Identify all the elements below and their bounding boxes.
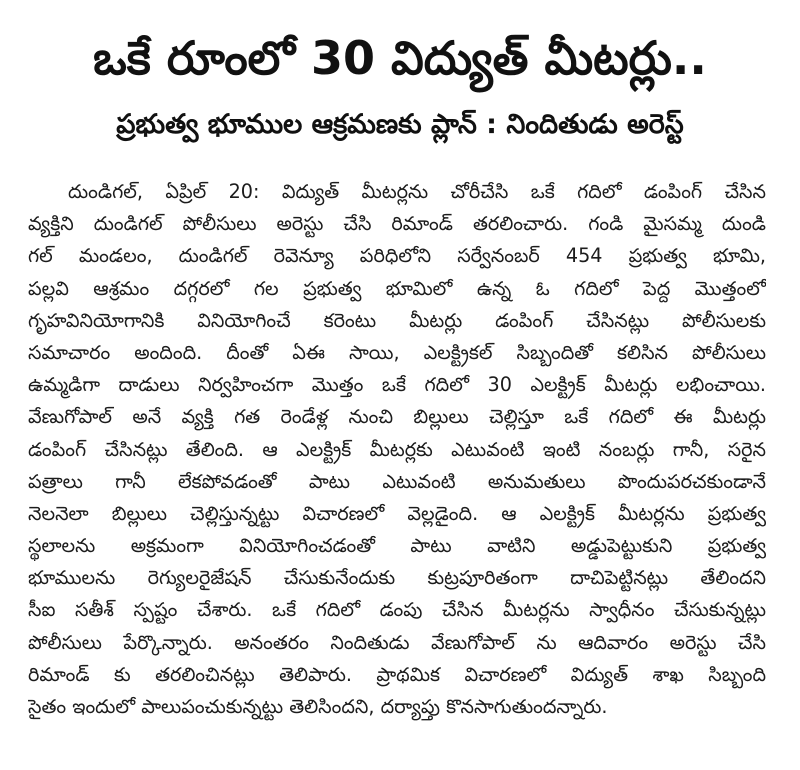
body-line: సైతం ఇందులో పాలుపంచుకున్నట్టు తెలిసిందని, దర్యాప్తు కొనసాగుతుందన్నారు. xyxy=(28,695,608,718)
body-line: వేణుగోపాల్ అనే వ్యక్తి గత రెండేళ్ల నుంచి బిల్లులు చెల్లిస్తూ ఒకే గదిలో ఈ మీటర్లు xyxy=(28,405,766,429)
body-line: ఉమ్మడిగా దాడులు నిర్వహించగా మొత్తం ఒకే గదిలో 30 ఎలక్ట్రిక్ మీటర్లు లభించాయి. xyxy=(28,373,766,397)
body-line: సీఐ సతీశ్ స్పష్టం చేశారు. ఒకే గదిలో డంపు చేసిన మీటర్లను స్వాధీనం చేసుకున్నట్లు xyxy=(28,598,766,622)
body-line: దుండిగల్, ఏప్రిల్ 20: విద్యుత్ మీటర్లను చోరీచేసి ఒకే గదిలో డంపింగ్ చేసిన xyxy=(68,180,766,203)
article-headline: ఒకే రూంలో 30 విద్యుత్ మీటర్లు.. xyxy=(93,31,707,85)
body-line: డంపింగ్ చేసినట్లు తేలింది. ఆ ఎలక్ట్రిక్ మీటర్లకు ఎటువంటి ఇంటి నంబర్లు గానీ, సరైన xyxy=(28,437,766,461)
article-subheadline: ప్రభుత్వ భూముల ఆక్రమణకు ప్లాన్ : నిందితుడు అరెస్ట్ xyxy=(116,109,684,140)
body-line: వ్యక్తిని దుండిగల్ పోలీసులు అరెస్టు చేసి రిమాండ్ తరలించారు. గండి మైసమ్మ దుండి xyxy=(28,212,766,236)
article-body xyxy=(28,176,766,723)
body-line: గృహవినియోగానికి వినియోగించే కరెంటు మీటర్లు డంపింగ్ చేసినట్లు పోలీసులకు xyxy=(28,308,766,332)
body-line: సమాచారం అందింది. దీంతో ఏఈ సాయి, ఎలక్ట్రికల్ సిబ్బందితో కలిసిన పోలీసులు xyxy=(28,340,766,364)
body-line: రిమాండ్ కు తరలించినట్లు తెలిపారు. ప్రాథమిక విచారణలో విద్యుత్ శాఖ సిబ్బంది xyxy=(28,662,766,686)
body-line: గల్ మండలం, దుండిగల్ రెవెన్యూ పరిధిలోని సర్వేనంబర్ 454 ప్రభుత్వ భూమి, xyxy=(28,244,766,268)
body-line: భూములను రెగ్యులరైజేషన్ చేసుకునేందుకు కుట్రపూరితంగా దాచిపెట్టినట్లు తేలిందని xyxy=(28,566,766,590)
body-line: నెలనెలా బిల్లులు చెల్లిస్తున్నట్టు విచారణలో వెల్లడైంది. ఆ ఎలక్ట్రిక్ మీటర్లను ప్రభుత్వ xyxy=(28,501,766,525)
body-line: స్థలాలను అక్రమంగా వినియోగించడంతో పాటు వాటిని అడ్డుపెట్టుకుని ప్రభుత్వ xyxy=(28,534,766,558)
body-line: పత్రాలు గానీ లేకపోవడంతో పాటు ఎటువంటి అనుమతులు పొందుపరచకుండానే xyxy=(28,469,766,493)
body-line: పోలీసులు పేర్కొన్నారు. అనంతరం నిందితుడు వేణుగోపాల్ ను ఆదివారం అరెస్టు చేసి xyxy=(28,630,766,654)
body-line: పల్లవి ఆశ్రమం దగ్గరలో గల ప్రభుత్వ భూమిలో ఉన్న ఓ గదిలో పెద్ద మొత్తంలో xyxy=(28,276,766,300)
